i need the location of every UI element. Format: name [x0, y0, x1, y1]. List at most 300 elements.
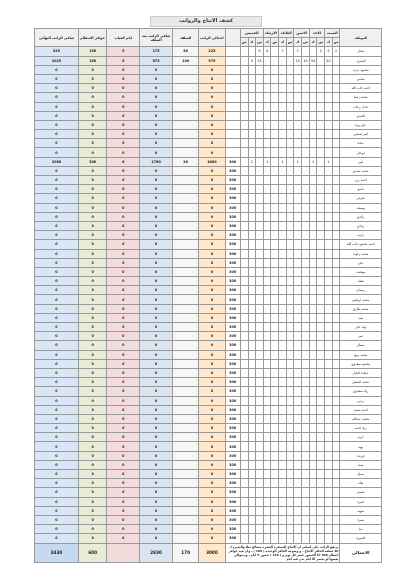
- day-value[interactable]: [271, 203, 279, 212]
- day-value[interactable]: [279, 405, 287, 414]
- day-value[interactable]: [279, 295, 287, 304]
- day-value[interactable]: [286, 194, 294, 203]
- day-value[interactable]: [325, 84, 333, 93]
- day-value[interactable]: [286, 515, 294, 524]
- day-value[interactable]: [248, 332, 256, 341]
- day-value[interactable]: [309, 148, 317, 157]
- day-value[interactable]: [271, 332, 279, 341]
- day-value[interactable]: [294, 341, 302, 350]
- day-value[interactable]: [309, 378, 317, 387]
- day-value[interactable]: [302, 194, 310, 203]
- day-value[interactable]: [332, 102, 340, 111]
- day-value[interactable]: [325, 396, 333, 405]
- day-value[interactable]: [317, 212, 325, 221]
- day-value[interactable]: [294, 313, 302, 322]
- day-value[interactable]: [325, 424, 333, 433]
- day-value[interactable]: [263, 515, 271, 524]
- day-value[interactable]: [263, 460, 271, 469]
- day-value[interactable]: 5: [325, 47, 333, 56]
- day-value[interactable]: [309, 249, 317, 258]
- day-value[interactable]: [332, 221, 340, 230]
- day-value[interactable]: [248, 176, 256, 185]
- day-value[interactable]: [317, 120, 325, 129]
- day-value[interactable]: [240, 166, 248, 175]
- day-value[interactable]: [248, 231, 256, 240]
- day-value[interactable]: 10: [302, 56, 310, 65]
- day-value[interactable]: [240, 47, 248, 56]
- day-value[interactable]: [332, 470, 340, 479]
- day-value[interactable]: [325, 506, 333, 515]
- day-value[interactable]: [271, 84, 279, 93]
- advance-value[interactable]: [173, 258, 199, 267]
- day-value[interactable]: [240, 203, 248, 212]
- day-value[interactable]: [317, 323, 325, 332]
- day-value[interactable]: [325, 249, 333, 258]
- day-value[interactable]: [248, 84, 256, 93]
- day-value[interactable]: [294, 460, 302, 469]
- day-value[interactable]: [271, 424, 279, 433]
- day-value[interactable]: [279, 74, 287, 83]
- day-value[interactable]: [248, 479, 256, 488]
- day-value[interactable]: [248, 323, 256, 332]
- day-value[interactable]: [271, 120, 279, 129]
- day-value[interactable]: [332, 479, 340, 488]
- day-value[interactable]: [309, 185, 317, 194]
- day-value[interactable]: [263, 479, 271, 488]
- day-value[interactable]: [286, 534, 294, 543]
- day-value[interactable]: [332, 378, 340, 387]
- day-value[interactable]: [263, 341, 271, 350]
- day-value[interactable]: [309, 424, 317, 433]
- day-value[interactable]: [309, 102, 317, 111]
- day-value[interactable]: [332, 111, 340, 120]
- advance-value[interactable]: [173, 506, 199, 515]
- day-value[interactable]: [325, 460, 333, 469]
- day-value[interactable]: [256, 240, 264, 249]
- day-value[interactable]: [286, 130, 294, 139]
- day-value[interactable]: [271, 525, 279, 534]
- day-value[interactable]: [302, 130, 310, 139]
- advance-value[interactable]: [173, 74, 199, 83]
- day-value[interactable]: [332, 74, 340, 83]
- day-value[interactable]: [279, 203, 287, 212]
- day-value[interactable]: [248, 267, 256, 276]
- day-value[interactable]: [271, 488, 279, 497]
- advance-value[interactable]: [173, 194, 199, 203]
- day-value[interactable]: [294, 286, 302, 295]
- day-value[interactable]: [332, 515, 340, 524]
- day-value[interactable]: [294, 323, 302, 332]
- day-value[interactable]: [317, 295, 325, 304]
- day-value[interactable]: [317, 139, 325, 148]
- advance-value[interactable]: [173, 102, 199, 111]
- day-value[interactable]: [317, 231, 325, 240]
- day-value[interactable]: [325, 231, 333, 240]
- day-value[interactable]: [302, 378, 310, 387]
- day-value[interactable]: [256, 93, 264, 102]
- advance-value[interactable]: [173, 130, 199, 139]
- day-value[interactable]: [317, 304, 325, 313]
- day-value[interactable]: [302, 295, 310, 304]
- day-value[interactable]: [294, 277, 302, 286]
- day-value[interactable]: [286, 359, 294, 368]
- advance-value[interactable]: [173, 479, 199, 488]
- advance-value[interactable]: [173, 332, 199, 341]
- advance-value[interactable]: [173, 341, 199, 350]
- day-value[interactable]: [240, 341, 248, 350]
- day-value[interactable]: [302, 350, 310, 359]
- day-value[interactable]: [240, 176, 248, 185]
- advance-value[interactable]: [173, 497, 199, 506]
- day-value[interactable]: [248, 368, 256, 377]
- day-value[interactable]: [332, 295, 340, 304]
- day-value[interactable]: [325, 166, 333, 175]
- day-value[interactable]: [294, 203, 302, 212]
- day-value[interactable]: [271, 240, 279, 249]
- day-value[interactable]: [271, 56, 279, 65]
- day-value[interactable]: [309, 93, 317, 102]
- day-value[interactable]: [256, 387, 264, 396]
- day-value[interactable]: [294, 442, 302, 451]
- day-value[interactable]: [240, 157, 248, 166]
- day-value[interactable]: [286, 341, 294, 350]
- day-value[interactable]: [286, 433, 294, 442]
- day-value[interactable]: [286, 350, 294, 359]
- day-value[interactable]: [240, 387, 248, 396]
- day-value[interactable]: [271, 304, 279, 313]
- day-value[interactable]: [256, 488, 264, 497]
- day-value[interactable]: [286, 84, 294, 93]
- day-value[interactable]: [309, 332, 317, 341]
- day-value[interactable]: [256, 176, 264, 185]
- day-value[interactable]: [317, 341, 325, 350]
- day-value[interactable]: [332, 203, 340, 212]
- advance-value[interactable]: [173, 359, 199, 368]
- day-value[interactable]: [309, 84, 317, 93]
- day-value[interactable]: [309, 479, 317, 488]
- day-value[interactable]: 7: [279, 47, 287, 56]
- day-value[interactable]: [248, 120, 256, 129]
- day-value[interactable]: [286, 460, 294, 469]
- day-value[interactable]: [325, 442, 333, 451]
- day-value[interactable]: [317, 470, 325, 479]
- advance-value[interactable]: [173, 249, 199, 258]
- day-value[interactable]: [325, 525, 333, 534]
- advance-value[interactable]: [173, 93, 199, 102]
- day-value[interactable]: [240, 323, 248, 332]
- day-value[interactable]: [240, 102, 248, 111]
- day-value[interactable]: [256, 84, 264, 93]
- day-value[interactable]: [279, 249, 287, 258]
- day-value[interactable]: [279, 332, 287, 341]
- day-value[interactable]: [294, 120, 302, 129]
- day-value[interactable]: [271, 65, 279, 74]
- day-value[interactable]: [302, 368, 310, 377]
- day-value[interactable]: [309, 304, 317, 313]
- day-value[interactable]: [279, 84, 287, 93]
- day-value[interactable]: [294, 84, 302, 93]
- advance-value[interactable]: [173, 166, 199, 175]
- day-value[interactable]: [248, 102, 256, 111]
- day-value[interactable]: [248, 304, 256, 313]
- day-value[interactable]: [332, 488, 340, 497]
- day-value[interactable]: [279, 102, 287, 111]
- day-value[interactable]: [325, 405, 333, 414]
- day-value[interactable]: [240, 304, 248, 313]
- day-value[interactable]: [271, 515, 279, 524]
- day-value[interactable]: [240, 111, 248, 120]
- day-value[interactable]: [279, 139, 287, 148]
- day-value[interactable]: [309, 258, 317, 267]
- day-value[interactable]: [256, 139, 264, 148]
- day-value[interactable]: [325, 212, 333, 221]
- day-value[interactable]: [325, 488, 333, 497]
- day-value[interactable]: [302, 139, 310, 148]
- day-value[interactable]: [271, 157, 279, 166]
- day-value[interactable]: [271, 295, 279, 304]
- advance-value[interactable]: [173, 176, 199, 185]
- day-value[interactable]: [317, 359, 325, 368]
- day-value[interactable]: [309, 111, 317, 120]
- day-value[interactable]: [294, 267, 302, 276]
- day-value[interactable]: [279, 93, 287, 102]
- day-value[interactable]: [332, 396, 340, 405]
- day-value[interactable]: [256, 442, 264, 451]
- day-value[interactable]: [279, 56, 287, 65]
- day-value[interactable]: [332, 525, 340, 534]
- day-value[interactable]: [317, 148, 325, 157]
- day-value[interactable]: [302, 231, 310, 240]
- day-value[interactable]: [302, 341, 310, 350]
- day-value[interactable]: [317, 258, 325, 267]
- day-value[interactable]: 9: [256, 47, 264, 56]
- day-value[interactable]: [309, 359, 317, 368]
- day-value[interactable]: [286, 277, 294, 286]
- day-value[interactable]: [332, 240, 340, 249]
- day-value[interactable]: [279, 359, 287, 368]
- day-value[interactable]: [271, 368, 279, 377]
- day-value[interactable]: 1: [309, 157, 317, 166]
- day-value[interactable]: [279, 304, 287, 313]
- day-value[interactable]: [332, 148, 340, 157]
- day-value[interactable]: [240, 148, 248, 157]
- day-value[interactable]: [309, 47, 317, 56]
- day-value[interactable]: [248, 396, 256, 405]
- day-value[interactable]: [248, 506, 256, 515]
- day-value[interactable]: [317, 102, 325, 111]
- day-value[interactable]: [271, 378, 279, 387]
- day-value[interactable]: [279, 323, 287, 332]
- day-value[interactable]: [332, 166, 340, 175]
- day-value[interactable]: [332, 424, 340, 433]
- day-value[interactable]: [256, 470, 264, 479]
- day-value[interactable]: [263, 488, 271, 497]
- day-value[interactable]: [263, 221, 271, 230]
- day-value[interactable]: [325, 176, 333, 185]
- day-value[interactable]: [317, 93, 325, 102]
- day-value[interactable]: [240, 249, 248, 258]
- day-value[interactable]: [309, 231, 317, 240]
- day-value[interactable]: [263, 368, 271, 377]
- day-value[interactable]: [309, 166, 317, 175]
- day-value[interactable]: [248, 341, 256, 350]
- day-value[interactable]: [302, 102, 310, 111]
- day-value[interactable]: [256, 212, 264, 221]
- day-value[interactable]: [279, 120, 287, 129]
- day-value[interactable]: [286, 258, 294, 267]
- day-value[interactable]: [309, 387, 317, 396]
- day-value[interactable]: [332, 433, 340, 442]
- day-value[interactable]: [240, 332, 248, 341]
- day-value[interactable]: [302, 451, 310, 460]
- day-value[interactable]: [332, 359, 340, 368]
- advance-value[interactable]: [173, 304, 199, 313]
- day-value[interactable]: [271, 396, 279, 405]
- day-value[interactable]: [286, 56, 294, 65]
- day-value[interactable]: [279, 277, 287, 286]
- day-value[interactable]: [286, 120, 294, 129]
- day-value[interactable]: [294, 368, 302, 377]
- day-value[interactable]: [256, 460, 264, 469]
- day-value[interactable]: [294, 176, 302, 185]
- day-value[interactable]: [317, 203, 325, 212]
- day-value[interactable]: [325, 203, 333, 212]
- day-value[interactable]: [286, 157, 294, 166]
- day-value[interactable]: [271, 341, 279, 350]
- day-value[interactable]: [286, 286, 294, 295]
- day-value[interactable]: [256, 304, 264, 313]
- day-value[interactable]: [309, 405, 317, 414]
- day-value[interactable]: [302, 267, 310, 276]
- day-value[interactable]: [263, 359, 271, 368]
- day-value[interactable]: [279, 414, 287, 423]
- day-value[interactable]: [271, 258, 279, 267]
- day-value[interactable]: [286, 405, 294, 414]
- day-value[interactable]: [248, 350, 256, 359]
- day-value[interactable]: [271, 221, 279, 230]
- day-value[interactable]: [271, 451, 279, 460]
- day-value[interactable]: [309, 194, 317, 203]
- advance-value[interactable]: [173, 111, 199, 120]
- day-value[interactable]: [240, 84, 248, 93]
- day-value[interactable]: [294, 139, 302, 148]
- day-value[interactable]: [325, 368, 333, 377]
- day-value[interactable]: [263, 424, 271, 433]
- day-value[interactable]: [317, 479, 325, 488]
- day-value[interactable]: [263, 166, 271, 175]
- day-value[interactable]: [279, 396, 287, 405]
- day-value[interactable]: [263, 378, 271, 387]
- day-value[interactable]: [302, 74, 310, 83]
- day-value[interactable]: [240, 470, 248, 479]
- day-value[interactable]: [286, 212, 294, 221]
- day-value[interactable]: [256, 295, 264, 304]
- day-value[interactable]: [279, 231, 287, 240]
- day-value[interactable]: 15: [256, 56, 264, 65]
- day-value[interactable]: [240, 515, 248, 524]
- day-value[interactable]: [263, 396, 271, 405]
- day-value[interactable]: [256, 506, 264, 515]
- day-value[interactable]: [309, 267, 317, 276]
- day-value[interactable]: [240, 120, 248, 129]
- day-value[interactable]: [256, 286, 264, 295]
- day-value[interactable]: [271, 286, 279, 295]
- day-value[interactable]: [263, 506, 271, 515]
- day-value[interactable]: [286, 102, 294, 111]
- day-value[interactable]: [279, 460, 287, 469]
- day-value[interactable]: [256, 148, 264, 157]
- day-value[interactable]: [317, 130, 325, 139]
- day-value[interactable]: [271, 479, 279, 488]
- day-value[interactable]: [325, 332, 333, 341]
- day-value[interactable]: [302, 396, 310, 405]
- day-value[interactable]: [256, 258, 264, 267]
- day-value[interactable]: [325, 341, 333, 350]
- day-value[interactable]: [248, 185, 256, 194]
- advance-value[interactable]: [173, 120, 199, 129]
- day-value[interactable]: [279, 286, 287, 295]
- day-value[interactable]: [302, 506, 310, 515]
- day-value[interactable]: [240, 185, 248, 194]
- day-value[interactable]: [286, 267, 294, 276]
- day-value[interactable]: [271, 497, 279, 506]
- day-value[interactable]: [317, 332, 325, 341]
- day-value[interactable]: [271, 387, 279, 396]
- day-value[interactable]: [317, 240, 325, 249]
- day-value[interactable]: [248, 497, 256, 506]
- advance-value[interactable]: [173, 221, 199, 230]
- day-value[interactable]: [248, 295, 256, 304]
- day-value[interactable]: [325, 323, 333, 332]
- day-value[interactable]: [248, 470, 256, 479]
- day-value[interactable]: [263, 286, 271, 295]
- day-value[interactable]: [263, 148, 271, 157]
- day-value[interactable]: [279, 442, 287, 451]
- day-value[interactable]: [263, 350, 271, 359]
- day-value[interactable]: [271, 359, 279, 368]
- day-value[interactable]: [263, 240, 271, 249]
- day-value[interactable]: [317, 433, 325, 442]
- day-value[interactable]: [248, 258, 256, 267]
- advance-value[interactable]: [173, 323, 199, 332]
- day-value[interactable]: [317, 442, 325, 451]
- day-value[interactable]: [294, 304, 302, 313]
- day-value[interactable]: [309, 442, 317, 451]
- advance-value[interactable]: [173, 460, 199, 469]
- day-value[interactable]: [302, 157, 310, 166]
- day-value[interactable]: [317, 249, 325, 258]
- day-value[interactable]: [317, 194, 325, 203]
- day-value[interactable]: [317, 313, 325, 322]
- day-value[interactable]: [271, 433, 279, 442]
- day-value[interactable]: [240, 424, 248, 433]
- advance-value[interactable]: [173, 534, 199, 543]
- day-value[interactable]: [256, 157, 264, 166]
- day-value[interactable]: [256, 396, 264, 405]
- day-value[interactable]: [263, 451, 271, 460]
- day-value[interactable]: [271, 350, 279, 359]
- advance-value[interactable]: [173, 442, 199, 451]
- day-value[interactable]: [309, 295, 317, 304]
- day-value[interactable]: [248, 194, 256, 203]
- day-value[interactable]: [294, 258, 302, 267]
- day-value[interactable]: [271, 194, 279, 203]
- advance-value[interactable]: [173, 470, 199, 479]
- day-value[interactable]: [240, 258, 248, 267]
- day-value[interactable]: [294, 479, 302, 488]
- day-value[interactable]: [263, 534, 271, 543]
- day-value[interactable]: [332, 332, 340, 341]
